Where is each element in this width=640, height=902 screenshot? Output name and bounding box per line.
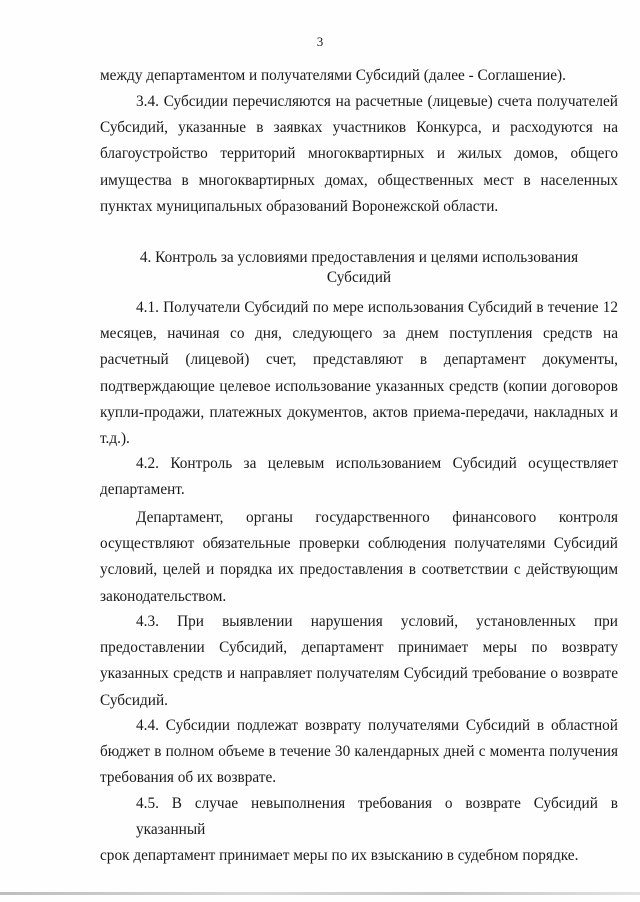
text-line: благоустройство территорий многоквартирных и жилых домов, общего bbox=[100, 145, 618, 163]
section-heading-4 bbox=[100, 248, 618, 288]
text-line: между департаментом и получателями Субсидий (далее - Соглашение). bbox=[100, 67, 566, 84]
text-line: пунктах муниципальных образований Воронежской области. bbox=[100, 197, 499, 215]
paragraph-agreement-continuation bbox=[100, 63, 618, 89]
heading-line: Субсидий bbox=[326, 269, 392, 286]
text-line: осуществляют обязательные проверки соблюдения получателями Субсидий bbox=[100, 535, 618, 553]
paragraph-4-3 bbox=[100, 609, 618, 714]
text-line: Департамент, органы государственного финансового контроля bbox=[136, 509, 618, 526]
paragraph-3-4 bbox=[100, 89, 618, 220]
text-line: департамент. bbox=[100, 481, 185, 499]
text-line: требования об их возврате. bbox=[100, 769, 277, 787]
text-line: 4.5. В случае невыполнения требования о возврате Субсидий в указанный bbox=[136, 795, 618, 839]
text-line: т.д.). bbox=[100, 430, 130, 448]
text-line: подтверждающие целевое использование указанных средств (копии договоров bbox=[100, 377, 618, 395]
text-line: Субсидий, указанные в заявках участников Конкурса, и расходуются на bbox=[100, 119, 618, 137]
text-line: месяцев, начиная со дня, следующего за днем поступления средств на bbox=[100, 325, 618, 343]
paragraph-4-4 bbox=[100, 713, 618, 792]
text-line: условий, целей и порядка их предоставления в соответствии с действующим bbox=[100, 561, 618, 579]
text-line: расчетный (лицевой) счет, представляют в департамент документы, bbox=[100, 351, 618, 369]
paragraph-4-1 bbox=[100, 295, 618, 452]
text-line: 3.4. Субсидии перечисляются на расчетные (лицевые) счета получателей bbox=[136, 93, 618, 110]
text-line: предоставлении Субсидий, департамент принимает меры по возврату bbox=[100, 639, 618, 657]
text-line: бюджет в полном объеме в течение 30 календарных дней с момента получения bbox=[100, 743, 618, 761]
paragraph-4-2 bbox=[100, 451, 618, 503]
text-line: купли-продажи, платежных документов, актов приема-передачи, накладных и bbox=[100, 403, 618, 421]
heading-line: 4. Контроль за условиями предоставления и целями использования bbox=[139, 249, 579, 266]
paragraph-control-bodies bbox=[100, 505, 618, 610]
text-line: 4.2. Контроль за целевым использованием Субсидий осуществляет bbox=[136, 455, 618, 472]
text-line: 4.4. Субсидии подлежат возврату получателями Субсидий в областной bbox=[136, 717, 618, 734]
page-number: 3 bbox=[316, 34, 324, 49]
scan-bottom-edge bbox=[0, 892, 640, 895]
text-line: Субсидий. bbox=[100, 691, 169, 709]
text-line: указанных средств и направляет получателям Субсидий требование о возврате bbox=[100, 665, 618, 683]
text-line: срок департамент принимает меры по их взысканию в судебном порядке. bbox=[100, 847, 579, 865]
paragraph-4-5 bbox=[100, 791, 618, 870]
text-line: имущества в многоквартирных домах, общественных мест в населенных bbox=[100, 171, 618, 189]
text-line: 4.3. При выявлении нарушения условий, установленных при bbox=[136, 613, 618, 630]
text-line: законодательством. bbox=[100, 587, 227, 605]
text-line: 4.1. Получатели Субсидий по мере использования Субсидий в течение 12 bbox=[136, 299, 618, 316]
